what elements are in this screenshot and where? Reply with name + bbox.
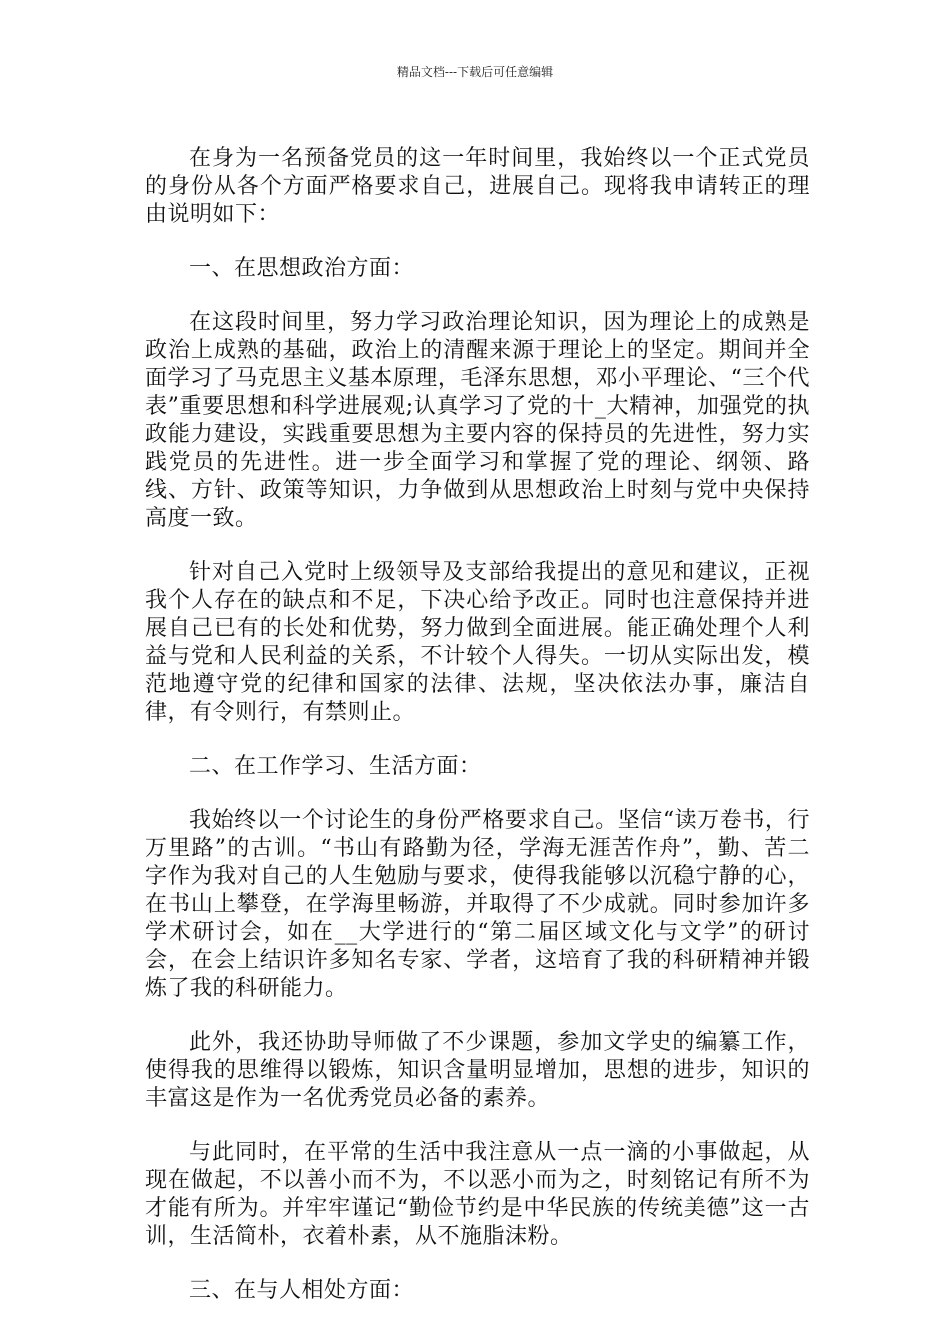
section-heading-political: 一、在思想政治方面：	[189, 256, 415, 281]
work-study-paragraph-3: 与此同时，在平常的生活中我注意从一点一滴的小事做起，从现在做起，不以善小而不为，不以恶小而为之，时刻铭记有所不为才能有所为。并牢牢谨记“勤俭节约是中华民族的传统美德”这一古训，生活简朴，衣着朴素，从不施脂沫粉。	[145, 1140, 810, 1249]
section-heading-relations: 三、在与人相处方面：	[189, 1278, 415, 1303]
work-study-paragraph-1: 我始终以一个讨论生的身份严格要求自己。坚信“读万卷书，行万里路”的古训。“书山有路勤为径，学海无涯苦作舟”，勤、苦二字作为我对自己的人生勉励与要求，使得我能够以沉稳宁静的心，在书山上攀登，在学海里畅游，并取得了不少成就。同时参加许多学术研讨会，如在__大学进行的“第二届区域文化与文学”的研讨会，在会上结识许多知名专家、学者，这培育了我的科研精神并锻炼了我的科研能力。	[145, 808, 810, 1001]
work-study-paragraph-2: 此外，我还协助导师做了不少课题，参加文学史的编纂工作，使得我的思维得以锻炼，知识含量明显增加，思想的进步，知识的丰富这是作为一名优秀党员必备的素养。	[145, 1030, 810, 1111]
document-body	[145, 145, 810, 1331]
intro-paragraph: 在身为一名预备党员的这一年时间里，我始终以一个正式党员的身份从各个方面严格要求自己，进展自己。现将我申请转正的理由说明如下：	[145, 146, 810, 227]
political-paragraph-1: 在这段时间里，努力学习政治理论知识，因为理论上的成熟是政治上成熟的基础，政治上的清醒来源于理论上的坚定。期间并全面学习了马克思主义基本原理，毛泽东思想，邓小平理论、“三个代表”重要思想和科学进展观;认真学习了党的十_大精神，加强党的执政能力建设，实践重要思想为主要内容的保持员的先进性，努力实践党员的先进性。进一步全面学习和掌握了党的理论、纲领、路线、方针、政策等知识，力争做到从思想政治上时刻与党中央保持高度一致。	[145, 310, 810, 531]
political-paragraph-2: 针对自己入党时上级领导及支部给我提出的意见和建议，正视我个人存在的缺点和不足，下决心给予改正。同时也注意保持并进展自己已有的长处和优势，努力做到全面进展。能正确处理个人利益与党和人民利益的关系，不计较个人得失。一切从实际出发，模范地遵守党的纪律和国家的法律、法规，坚决依法办事，廉洁自律，有令则行，有禁则止。	[145, 560, 810, 725]
page-header: 精品文档---下载后可任意编辑	[396, 65, 554, 79]
section-heading-work-study: 二、在工作学习、生活方面：	[189, 754, 482, 779]
